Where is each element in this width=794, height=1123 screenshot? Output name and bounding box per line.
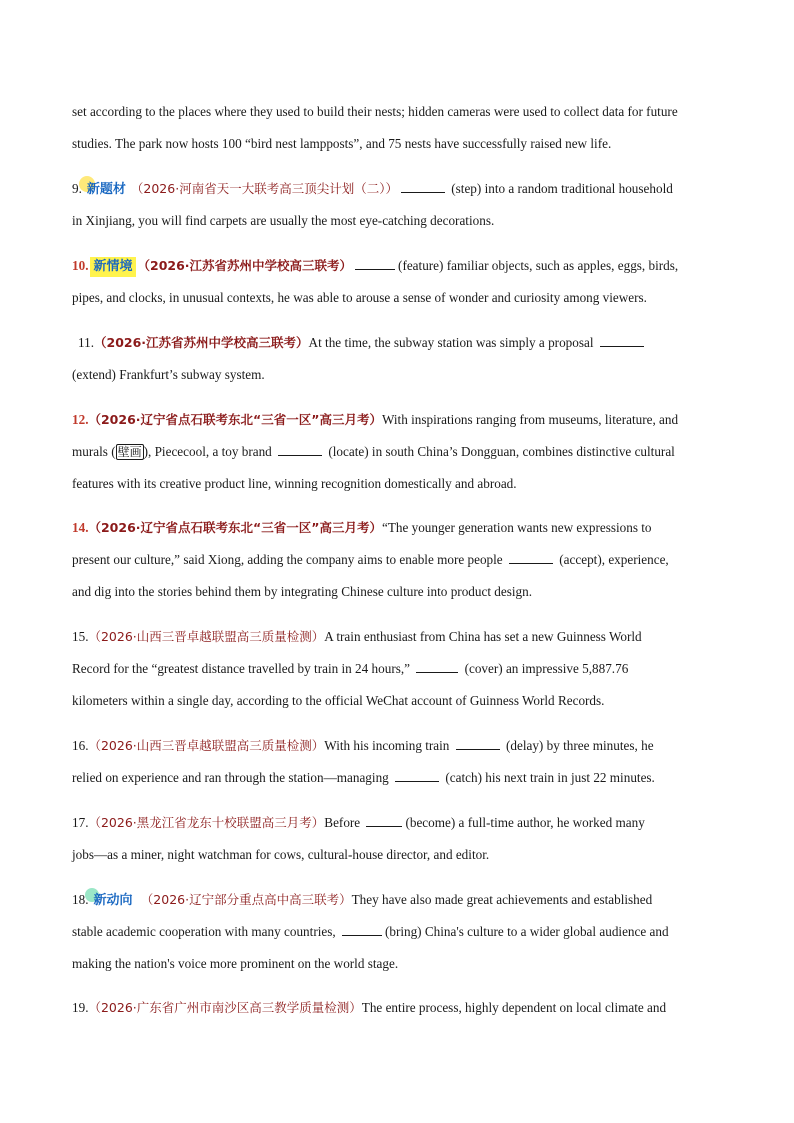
- question-16: [72, 730, 728, 794]
- question-source: （2026·河南省天一大联考高三顶尖计划（二））: [130, 181, 398, 196]
- question-18: [72, 884, 728, 980]
- question-19: [72, 992, 728, 1024]
- question-11: [72, 327, 728, 391]
- question-text: stable academic cooperation with many countries,: [72, 924, 336, 939]
- question-text: (delay) by three minutes, he: [505, 738, 654, 753]
- gloss-box: 壁画: [117, 445, 142, 459]
- question-text: ), Piececool, a toy brand: [143, 444, 272, 459]
- question-text: relied on experience and ran through the station—managing: [72, 770, 389, 785]
- new-topic-badge: 新题材: [84, 180, 129, 200]
- question-number: 17.: [72, 815, 89, 830]
- question-number: 10.: [72, 258, 89, 273]
- question-source: （2026·山西三晋卓越联盟高三质量检测）: [88, 629, 325, 644]
- text-line: set according to the places where they used to build their nests; hidden cameras were used to collect data for future: [72, 104, 678, 119]
- text-line: pipes, and clocks, in unusual contexts, he was able to arouse a sense of wonder and curiosity among viewers.: [72, 290, 647, 305]
- answer-blank[interactable]: [416, 658, 458, 673]
- text-line: and dig into the stories behind them by integrating Chinese culture into product design.: [72, 584, 533, 599]
- question-number: 12.: [72, 412, 89, 427]
- new-trend-badge: 新动向: [90, 891, 135, 911]
- question-text: (locate) in south China’s Dongguan, combines distinctive cultural: [328, 444, 675, 459]
- question-source: （2026·辽宁省点石联考东北“三省一区”高三月考）: [88, 520, 382, 535]
- answer-blank[interactable]: [342, 921, 382, 936]
- question-text: present our culture,” said Xiong, adding the company aims to enable more people: [72, 552, 503, 567]
- text-line: features with its creative product line, winning recognition domestically and abroad.: [72, 476, 517, 491]
- question-text: With his incoming train: [324, 738, 450, 753]
- question-number: 9.: [72, 181, 82, 196]
- answer-blank[interactable]: [456, 735, 500, 750]
- question-text: (become) a full-time author, he worked many: [405, 815, 645, 830]
- answer-blank[interactable]: [395, 767, 439, 782]
- question-text: The entire process, highly dependent on local climate and: [361, 1000, 667, 1015]
- question-text: (step) into a random traditional household: [451, 181, 673, 196]
- text-line: jobs—as a miner, night watchman for cows, cultural-house director, and editor.: [72, 847, 490, 862]
- question-source: （2026·江苏省苏州中学校高三联考）: [137, 258, 353, 273]
- text-line: in Xinjiang, you will find carpets are usually the most eye-catching decorations.: [72, 213, 495, 228]
- question-text: (cover) an impressive 5,887.76: [464, 661, 629, 676]
- answer-blank[interactable]: [600, 332, 644, 347]
- question-number: 14.: [72, 520, 89, 535]
- question-text: A train enthusiast from China has set a new Guinness World: [324, 629, 642, 644]
- question-number: 19.: [72, 1000, 89, 1015]
- question-14: [72, 512, 728, 608]
- question-17: [72, 807, 728, 871]
- text-line: studies. The park now hosts 100 “bird nest lampposts”, and 75 nests have successfully raised new life.: [72, 136, 612, 151]
- question-text: Before: [324, 815, 361, 830]
- question-source: （2026·辽宁省点石联考东北“三省一区”高三月考）: [88, 412, 382, 427]
- answer-blank[interactable]: [509, 549, 553, 564]
- question-text: With inspirations ranging from museums, literature, and: [381, 412, 679, 427]
- new-context-badge: 新情境: [90, 257, 135, 277]
- question-text: (bring) China's culture to a wider global audience and: [384, 924, 669, 939]
- passage-continuation: [72, 96, 728, 160]
- question-text: (feature) familiar objects, such as apples, eggs, birds,: [398, 258, 679, 273]
- question-text: Record for the “greatest distance travelled by train in 24 hours,”: [72, 661, 410, 676]
- answer-blank[interactable]: [366, 812, 402, 827]
- question-text: They have also made great achievements and established: [351, 892, 653, 907]
- question-9: [72, 173, 728, 237]
- question-source: （2026·广东省广州市南沙区高三教学质量检测）: [88, 1000, 362, 1015]
- question-source: （2026·辽宁部分重点高中高三联考）: [140, 892, 352, 907]
- question-12: [72, 404, 728, 500]
- question-text: murals (: [72, 444, 116, 459]
- question-source: （2026·山西三晋卓越联盟高三质量检测）: [88, 738, 325, 753]
- question-15: [72, 621, 728, 717]
- answer-blank[interactable]: [401, 178, 445, 193]
- question-text: (accept), experience,: [559, 552, 669, 567]
- question-text: “The younger generation wants new expressions to: [381, 520, 652, 535]
- question-source: （2026·江苏省苏州中学校高三联考）: [94, 335, 309, 350]
- text-line: (extend) Frankfurt’s subway system.: [72, 367, 265, 382]
- question-source: （2026·黑龙江省龙东十校联盟高三月考）: [88, 815, 325, 830]
- text-line: kilometers within a single day, according to the official WeChat account of Guinness World Records.: [72, 693, 605, 708]
- question-text: At the time, the subway station was simply a proposal: [308, 335, 594, 350]
- question-number: 16.: [72, 738, 89, 753]
- text-line: making the nation's voice more prominent on the world stage.: [72, 956, 399, 971]
- question-number: 11.: [78, 335, 94, 350]
- question-number: 15.: [72, 629, 89, 644]
- question-text: (catch) his next train in just 22 minutes.: [445, 770, 655, 785]
- answer-blank[interactable]: [278, 441, 322, 456]
- answer-blank[interactable]: [355, 255, 395, 270]
- question-number: 18.: [72, 892, 89, 907]
- question-10: [72, 250, 728, 314]
